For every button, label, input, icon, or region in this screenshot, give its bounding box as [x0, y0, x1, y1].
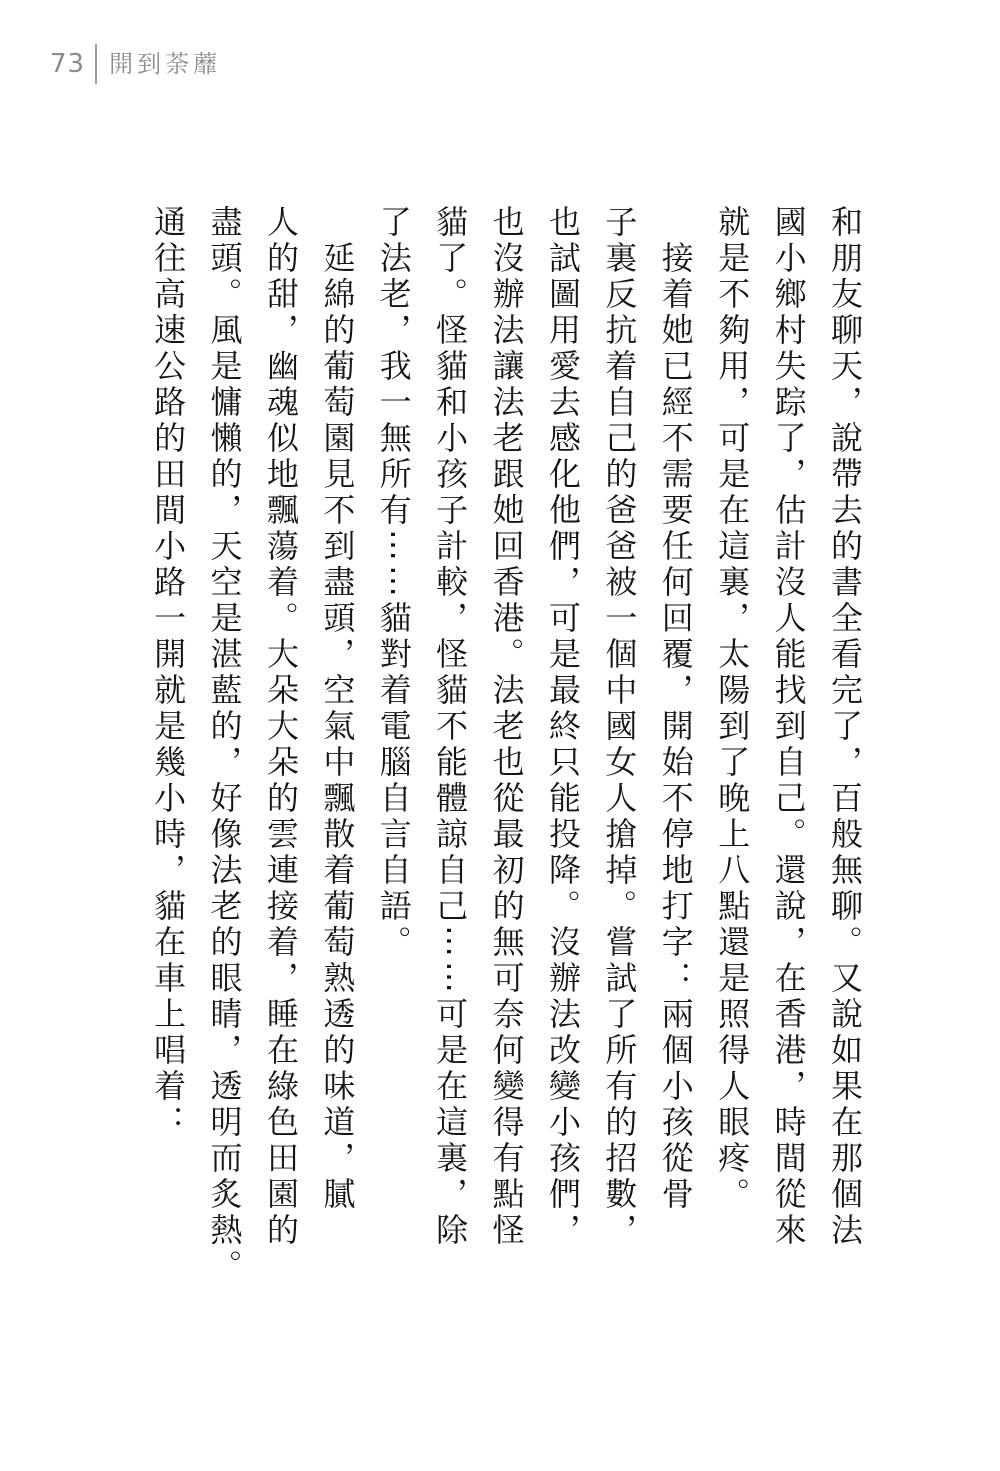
body-text	[140, 205, 873, 1335]
text-column: 子裏反抗着自己的爸爸被一個中國女人搶掉。嘗試了所有的招數，	[600, 205, 639, 1249]
text-column: 人的甜，幽魂似地飄蕩着。大朵大朵的雲連接着，睡在綠色田園的	[261, 205, 300, 1249]
text-column: 和朋友聊天，說帶去的書全看完了，百般無聊。又說如果在那個法	[826, 205, 864, 1249]
text-column: 接着她已經不需要任何回覆，開始不停地打字：兩個小孩從骨	[656, 205, 695, 1213]
text-column: 國小鄉村失踪了，估計沒人能找到自己。還說，在香港，時間從來	[769, 205, 808, 1249]
text-column: 通往高速公路的田間小路一開就是幾小時，貓在車上唱着：	[149, 205, 188, 1141]
running-header	[50, 42, 221, 86]
text-column: 就是不夠用，可是在這裏，太陽到了晚上八點還是照得人眼疼。	[713, 205, 752, 1213]
text-column: 延綿的葡萄園見不到盡頭，空氣中飄散着葡萄熟透的味道，膩	[318, 205, 357, 1213]
page-number: 73	[50, 49, 86, 79]
text-column: 盡頭。風是慵懶的，天空是湛藍的，好像法老的眼睛，透明而炙熱。	[205, 205, 244, 1285]
text-column: 也沒辦法讓法老跟她回香港。法老也從最初的無可奈何變得有點怪	[487, 205, 526, 1249]
text-column: 貓了。怪貓和小孩子計較，怪貓不能體諒自己⋯⋯可是在這裏，除	[431, 205, 470, 1249]
book-title: 開到荼蘼	[109, 50, 222, 78]
text-column: 了法老，我一無所有⋯⋯貓對着電腦自言自語。	[374, 205, 413, 961]
header-divider	[95, 44, 97, 84]
text-column: 也試圖用愛去感化他們，可是最終只能投降。沒辦法改變小孩們，	[543, 205, 582, 1249]
